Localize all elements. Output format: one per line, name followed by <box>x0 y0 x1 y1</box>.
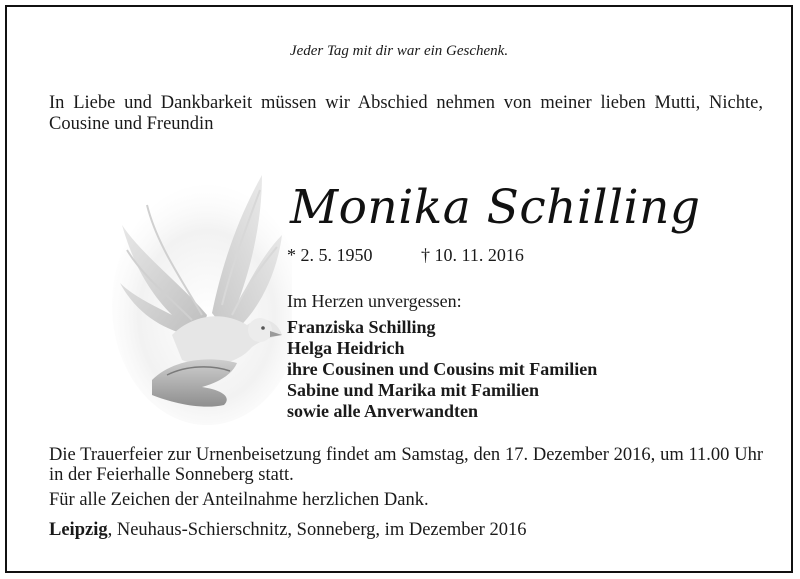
mourner-item: Franziska Schilling <box>287 317 436 337</box>
death-date: † 10. 11. 2016 <box>421 245 524 265</box>
mourner-item: sowie alle Anverwandten <box>287 401 478 421</box>
place-city: Leipzig <box>49 520 108 540</box>
intro-text: In Liebe und Dankbarkeit müssen wir Abschied nehmen von meiner lieben Mutti, Nichte, Cousine und Freundin <box>49 93 763 134</box>
mourner-item: Helga Heidrich <box>287 338 405 358</box>
ceremony-text: Die Trauerfeier zur Urnenbeisetzung findet am Samstag, den 17. Dezember 2016, um 11.00 Uhr in der Feierhalle Sonneberg statt. <box>49 445 763 485</box>
place-and-date <box>49 520 526 541</box>
obituary-card <box>5 5 793 573</box>
dove-in-hands-icon <box>112 165 292 425</box>
motto-text: Jeder Tag mit dir war ein Geschenk. <box>289 43 509 59</box>
mourner-item: Sabine und Marika mit Familien <box>287 380 540 400</box>
mourners-heading: Im Herzen unvergessen: <box>287 291 462 311</box>
deceased-name: Monika Schilling <box>290 180 701 235</box>
birth-date: * 2. 5. 1950 <box>287 245 373 265</box>
mourners-list <box>287 317 597 422</box>
place-rest: , Neuhaus-Schierschnitz, Sonneberg, im Dezember 2016 <box>107 520 527 540</box>
mourner-item: ihre Cousinen und Cousins mit Familien <box>287 359 598 379</box>
life-dates <box>287 245 524 266</box>
thanks-text: Für alle Zeichen der Anteilnahme herzlichen Dank. <box>49 490 429 510</box>
